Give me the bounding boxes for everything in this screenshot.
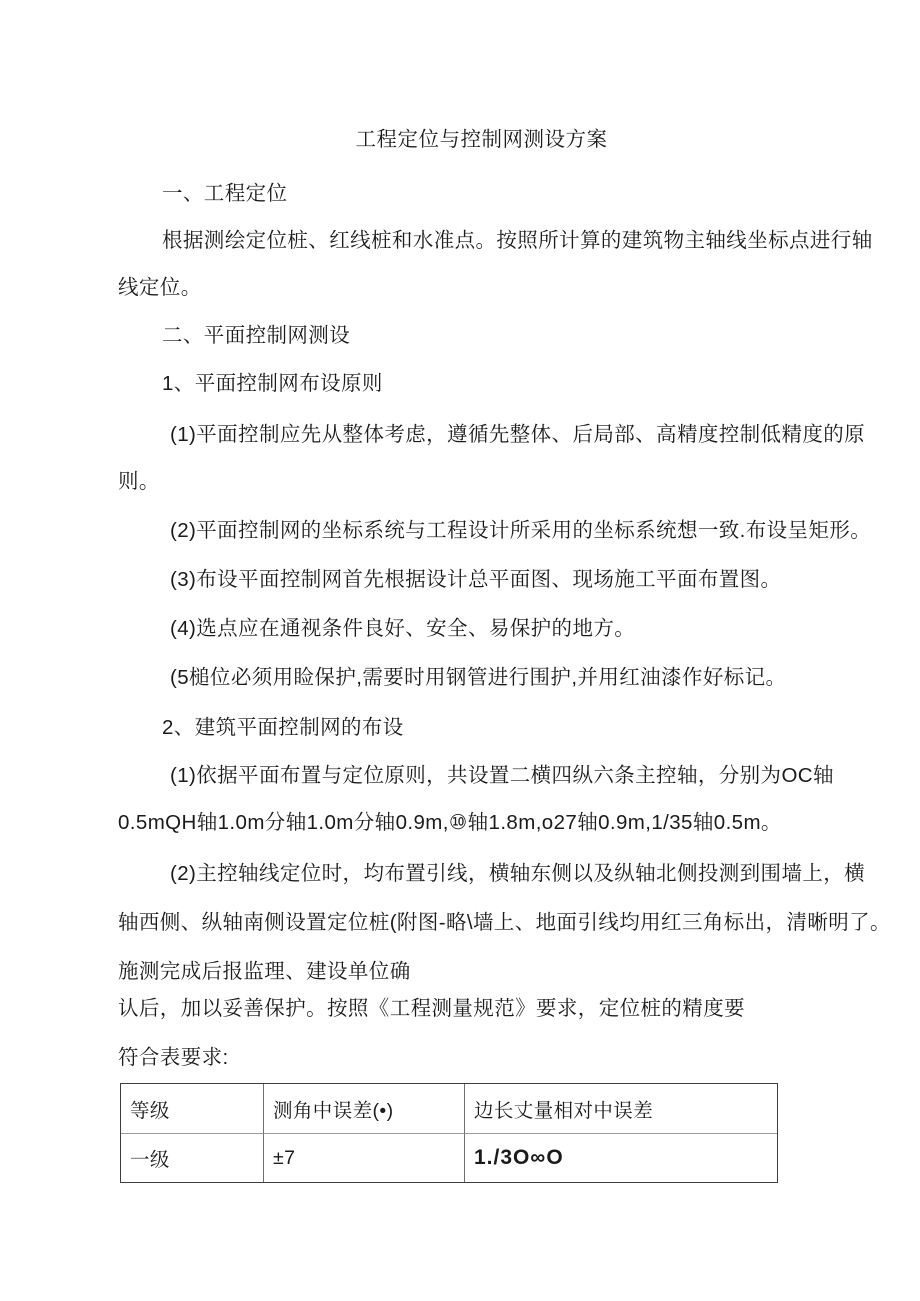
document-title-text: 工程定位与控制网测设方案: [355, 128, 608, 151]
table-header-length-error: 边长丈量相对中误差: [465, 1084, 777, 1134]
section-2-heading: 二、平面控制网测设: [162, 324, 351, 347]
paragraph-line: (3)布设平面控制网首先根据设计总平面图、现场施工平面布置图。: [170, 568, 782, 591]
paragraph-line: 根据测绘定位桩、红线桩和水准点。按照所计算的建筑物主轴线坐标点进行轴: [162, 229, 873, 252]
subsection-2-heading: 2、建筑平面控制网的布设: [162, 716, 404, 739]
precision-requirements-table: [120, 1083, 778, 1183]
paragraph-line: 则。: [118, 470, 160, 493]
paragraph-line: 线定位。: [118, 276, 202, 299]
table-header-angle-error: 测角中误差(•): [264, 1084, 465, 1134]
table-cell-length-error-value: 1./3O∞O: [474, 1146, 564, 1169]
subsection-1-heading: 1、平面控制网布设原则: [162, 372, 383, 395]
paragraph-line: (1)平面控制应先从整体考虑，遵循先整体、后局部、高精度控制低精度的原: [170, 423, 866, 446]
table-header-grade: 等级: [121, 1084, 264, 1134]
document-title: [118, 128, 845, 153]
paragraph-line: (2)平面控制网的坐标系统与工程设计所采用的坐标系统想一致.布设呈矩形。: [170, 519, 872, 542]
paragraph-line: 施测完成后报监理、建设单位确: [118, 960, 411, 983]
paragraph-line: (5槌位必须用睑保护,需要时用钢管进行围护,并用红油漆作好标记。: [170, 666, 787, 689]
table-intro-line: 符合表要求:: [118, 1046, 229, 1069]
paragraph-line: 轴西侧、纵轴南侧设置定位桩(附图-略\墙上、地面引线均用红三角标出，清晰明了。: [118, 911, 891, 934]
table-cell-grade-value: 一级: [121, 1134, 264, 1182]
section-1-heading: 一、工程定位: [162, 182, 288, 205]
paragraph-line: (2)主控轴线定位时，均布置引线，横轴东侧以及纵轴北侧投测到围墙上，横: [170, 862, 866, 885]
paragraph-line: 0.5mQH轴1.0m分轴1.0m分轴0.9m,⑩轴1.8m,o27轴0.9m,1/35轴0.5m。: [118, 811, 782, 834]
table-cell-angle-error-value: ±7: [264, 1134, 465, 1182]
paragraph-line: 认后，加以妥善保护。按照《工程测量规范》要求，定位桩的精度要: [118, 997, 745, 1020]
paragraph-line: (1)依据平面布置与定位原则，共设置二横四纵六条主控轴，分别为OC轴: [170, 764, 834, 787]
paragraph-line: (4)选点应在通视条件良好、安全、易保护的地方。: [170, 617, 636, 640]
